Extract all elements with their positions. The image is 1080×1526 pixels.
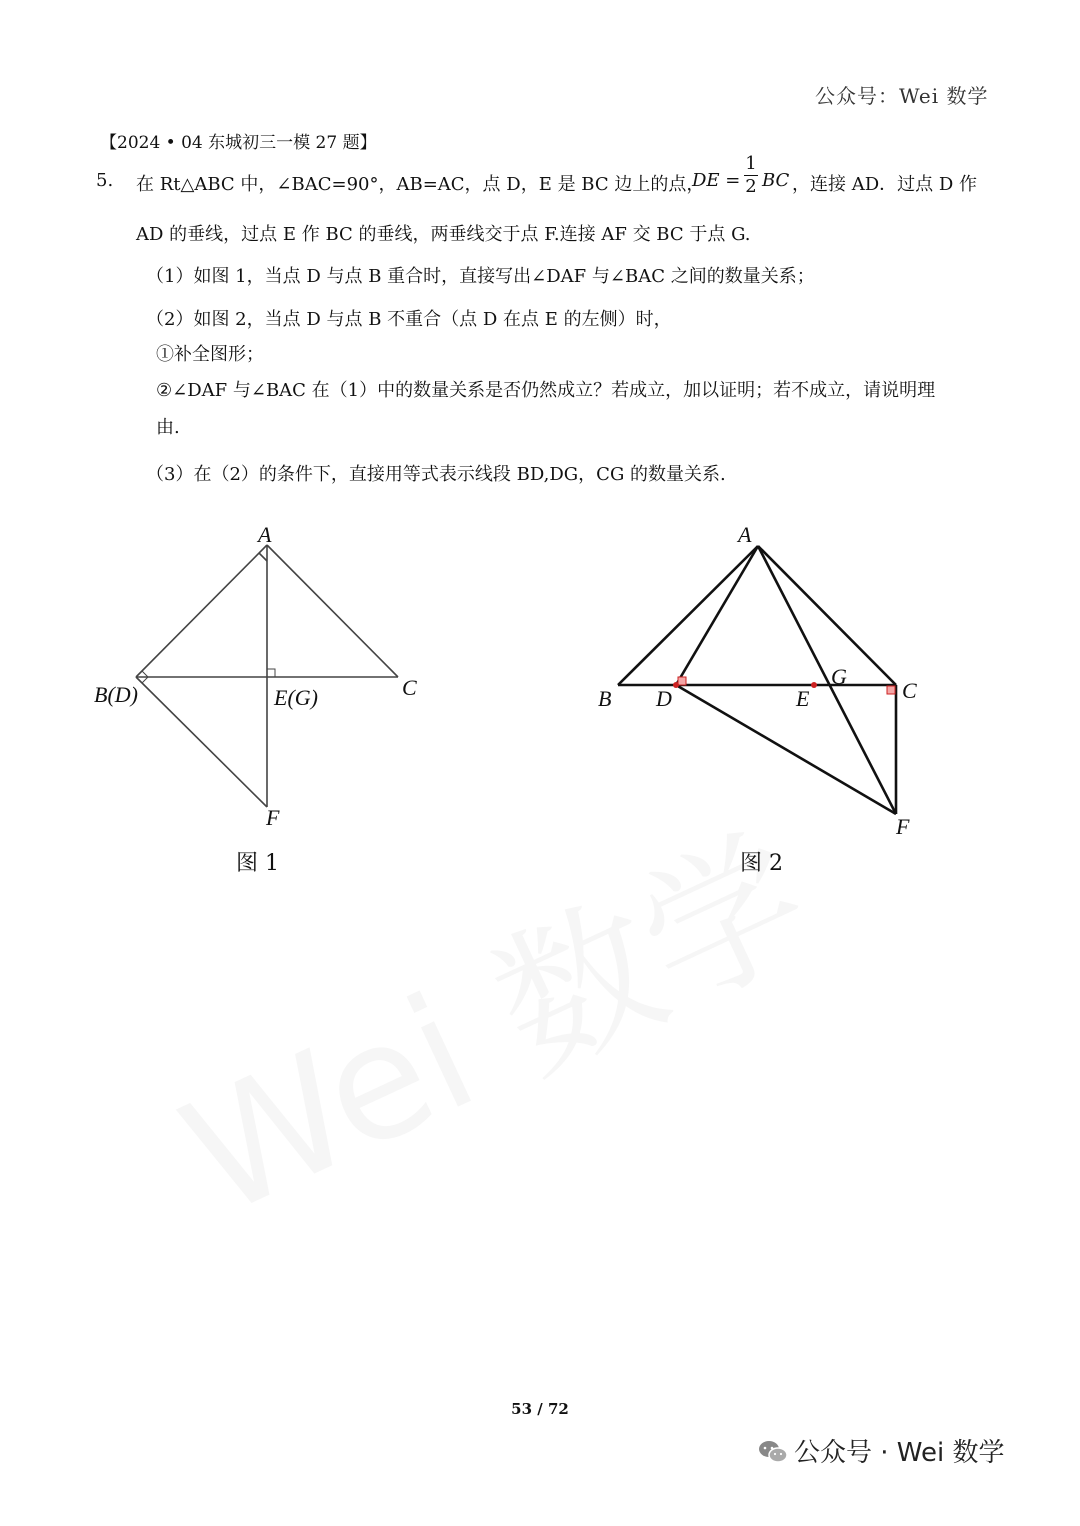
segment-df [136, 677, 267, 807]
stem-math-de: DE = [692, 170, 741, 191]
wechat-icon [758, 1439, 788, 1465]
label-a: A [258, 522, 272, 547]
label-c: C [402, 675, 417, 700]
page-header-source: 公众号：Wei 数学 [815, 84, 989, 108]
label-f: F [896, 814, 910, 839]
label-e: E [796, 686, 810, 711]
label-a: A [738, 522, 752, 547]
part2-subitem-1: ①补全图形； [156, 344, 264, 365]
fraction-numerator: 1 [745, 153, 757, 174]
label-f: F [266, 805, 280, 830]
label-eg: E(G) [274, 685, 318, 710]
stem-math-bc: BC [762, 170, 790, 191]
figure-1-diagram [80, 515, 440, 845]
problem-source-tag: 【2024 • 04 东城初三一模 27 题】 [100, 133, 377, 153]
label-g: G [831, 664, 847, 689]
part2-subitem-2: ②∠DAF 与∠BAC 在（1）中的数量关系是否仍然成立？若成立，加以证明；若不成立，请说明理 [156, 380, 936, 401]
figure-2-caption: 图 2 [740, 851, 783, 876]
figure-2-diagram [590, 520, 930, 850]
part1-text: （1）如图 1，当点 D 与点 B 重合时，直接写出∠DAF 与∠BAC 之间的数量关系； [146, 266, 815, 287]
segment-ab [136, 545, 267, 677]
stem-line1-a: 在 Rt△ABC 中，∠BAC=90°，AB=AC，点 D，E 是 BC 边上的点， [136, 174, 705, 195]
right-angle-e [267, 669, 275, 677]
right-angle-c [887, 686, 895, 694]
label-b: B [598, 686, 612, 711]
segment-ac [267, 545, 398, 677]
page-number: 53 / 72 [511, 1400, 569, 1418]
stem-line1-b: ，连接 AD．过点 D 作 [792, 174, 978, 195]
right-angle-d [678, 677, 686, 685]
part2-text: （2）如图 2，当点 D 与点 B 不重合（点 D 在点 E 的左侧）时， [146, 309, 672, 330]
footer-attribution [758, 1432, 1004, 1469]
segment-ac [758, 546, 896, 685]
footer-text: 公众号 · Wei 数学 [794, 1438, 1005, 1468]
part2-subitem-2-cont: 由. [156, 417, 180, 438]
figure-1-caption: 图 1 [236, 851, 279, 876]
part3-text: （3）在（2）的条件下，直接用等式表示线段 BD,DG，CG 的数量关系. [146, 464, 726, 485]
fraction-denominator: 2 [745, 176, 757, 197]
right-angle-a [259, 553, 267, 561]
point-d-marker [673, 682, 679, 688]
label-c: C [902, 678, 917, 703]
label-bd: B(D) [94, 682, 138, 707]
fraction-one-half [744, 153, 758, 198]
label-d: D [656, 686, 672, 711]
question-number: 5. [96, 170, 114, 191]
stem-line2: AD 的垂线，过点 E 作 BC 的垂线，两垂线交于点 F.连接 AF 交 BC 于点 G. [136, 224, 751, 245]
point-e-marker [811, 682, 817, 688]
